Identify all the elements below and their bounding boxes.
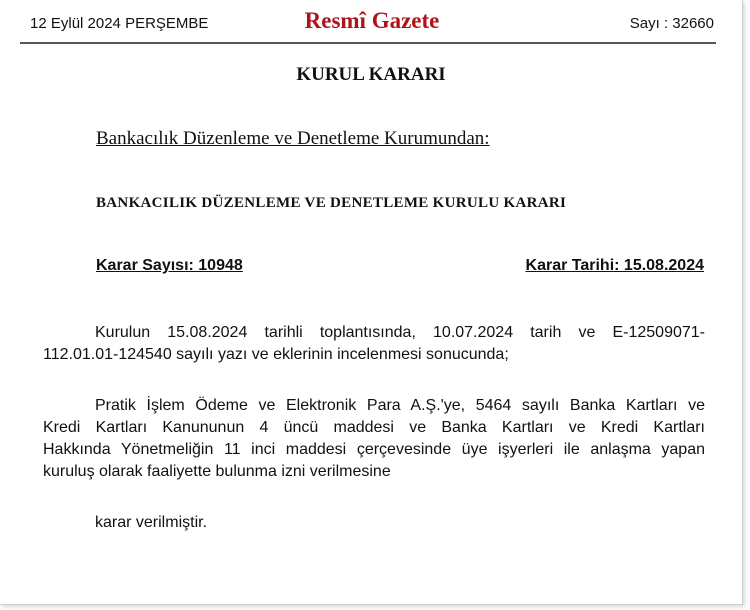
paragraph-2 [43, 395, 705, 483]
gazette-header [26, 8, 718, 34]
text-line: 112.01.01-124540 sayılı yazı ve eklerinin incelenmesi sonucunda; [43, 346, 509, 363]
gazette-title: Resmî Gazete [304, 8, 440, 33]
issue-date: 12 Eylül 2024 PERŞEMBE [30, 15, 209, 32]
header-divider [20, 42, 716, 44]
section-title: KURUL KARARI [296, 64, 446, 85]
text-line: kuruluş olarak faaliyette bulunma izni verilmesine [43, 463, 391, 480]
institution-name: Bankacılık Düzenleme ve Denetleme Kurumundan: [96, 128, 490, 149]
closing-paragraph [43, 512, 705, 534]
decision-heading: BANKACILIK DÜZENLEME VE DENETLEME KURULU KARARI [96, 195, 567, 211]
text-line: Pratik İşlem Ödeme ve Elektronik Para A.Ş.'ye, 5464 sayılı Banka Kartları ve [95, 397, 705, 414]
paragraph-1 [43, 322, 705, 366]
text-line: karar verilmiştir. [95, 514, 208, 531]
text-line: Kredi Kartları Kanununun 4 üncü maddesi ve Banka Kartları ve Kredi Kartları [43, 419, 705, 436]
decision-number: Karar Sayısı: 10948 [96, 257, 243, 274]
issue-number: Sayı : 32660 [629, 15, 714, 32]
text-line: Hakkında Yönetmeliğin 11 inci maddesi çerçevesinde üye işyerleri ile anlaşma yapan [43, 441, 705, 458]
text-line: Kurulun 15.08.2024 tarihli toplantısında, 10.07.2024 tarih ve E-12509071- [95, 324, 705, 341]
decision-date: Karar Tarihi: 15.08.2024 [525, 257, 704, 274]
